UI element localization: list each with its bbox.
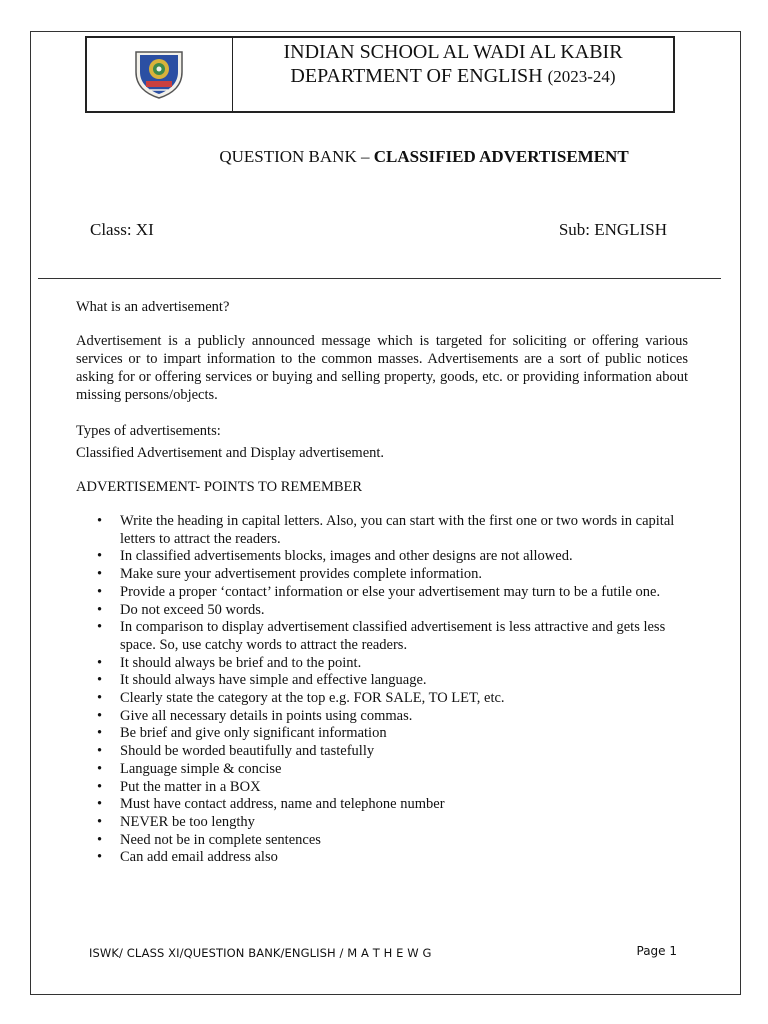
school-name-cell: [233, 38, 673, 111]
points-heading: ADVERTISEMENT- POINTS TO REMEMBER: [76, 479, 363, 495]
school-name: INDIAN SCHOOL AL WADI AL KABIR: [283, 41, 623, 63]
list-item: • Give all necessary details in points using commas.: [120, 708, 688, 726]
header-box: [85, 36, 675, 113]
list-item: • Write the heading in capital letters. Also, you can start with the first one or two words in capital letters to attract the readers.: [120, 513, 688, 548]
school-crest-icon: [132, 48, 186, 100]
main-content: [76, 298, 688, 867]
department-name: DEPARTMENT OF ENGLISH: [290, 65, 543, 87]
list-item: • Language simple & concise: [120, 761, 688, 779]
definition-paragraph: Advertisement is a publicly announced message which is targeted for soliciting or offering various services or to impart information to the common masses. Advertisements are a sort of public notices asking for or offering services or buying and selling property, goods, etc. or providing information about missing persons/objects.: [76, 333, 688, 403]
list-item: • Put the matter in a BOX: [120, 779, 688, 797]
list-item: • It should always be brief and to the point.: [120, 655, 688, 673]
divider: [38, 278, 721, 279]
list-item: • Be brief and give only significant information: [120, 725, 688, 743]
list-item: • Make sure your advertisement provides complete information.: [120, 566, 688, 584]
types-value: Classified Advertisement and Display advertisement.: [76, 445, 385, 461]
academic-year: (2023-24): [547, 67, 616, 86]
list-item: • Clearly state the category at the top e.g. FOR SALE, TO LET, etc.: [120, 690, 688, 708]
class-label: Class: XI: [90, 220, 154, 239]
list-item: • In comparison to display advertisement classified advertisement is less attractive and gets less space. So, use catchy words to attract the readers.: [120, 619, 688, 654]
list-item: • Do not exceed 50 words.: [120, 602, 688, 620]
list-item: • In classified advertisements blocks, images and other designs are not allowed.: [120, 548, 688, 566]
subject-label: Sub: ENGLISH: [558, 220, 667, 239]
list-item: • Must have contact address, name and telephone number: [120, 796, 688, 814]
department-line: [233, 64, 673, 89]
list-item: • It should always have simple and effective language.: [120, 672, 688, 690]
title-bold: CLASSIFIED ADVERTISEMENT: [373, 147, 629, 166]
question-heading: What is an advertisement?: [76, 299, 230, 315]
page-number: Page 1: [636, 944, 677, 958]
list-item: • Can add email address also: [120, 849, 688, 867]
points-list: [76, 513, 688, 867]
types-label: Types of advertisements:: [76, 423, 221, 439]
list-item: • NEVER be too lengthy: [120, 814, 688, 832]
list-item: • Should be worded beautifully and tastefully: [120, 743, 688, 761]
logo-cell: [87, 38, 233, 111]
title-prefix: QUESTION BANK –: [219, 147, 374, 166]
list-item: • Provide a proper ‘contact’ information or else your advertisement may turn to be a futile one.: [120, 584, 688, 602]
footer-reference: ISWK/ CLASS XI/QUESTION BANK/ENGLISH / M A T H E W G: [89, 946, 432, 960]
list-item: • Need not be in complete sentences: [120, 832, 688, 850]
page-title: [0, 147, 768, 167]
